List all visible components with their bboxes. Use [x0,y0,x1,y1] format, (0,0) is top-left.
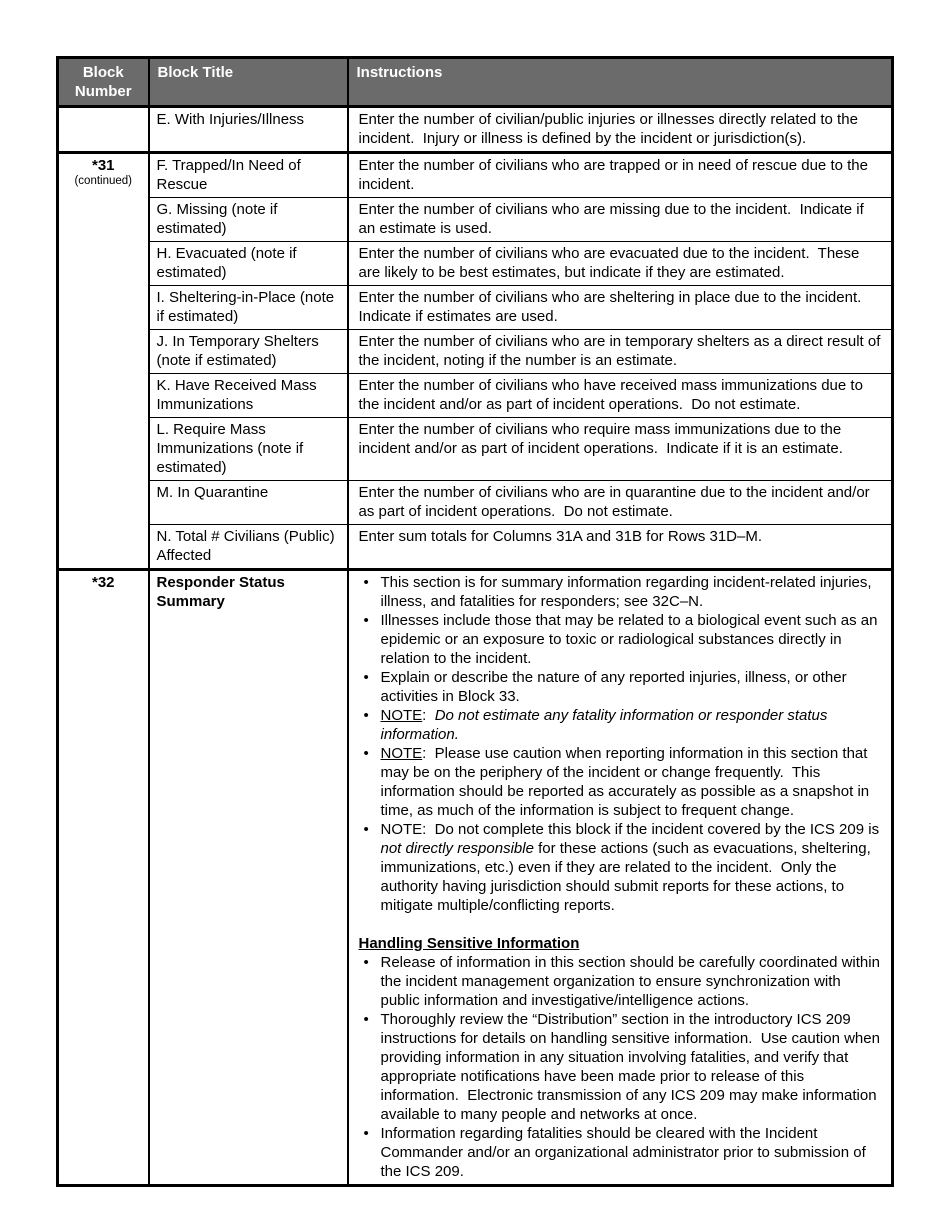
instructions-cell [348,330,893,374]
block-title-cell: F. Trapped/In Need of Rescue [149,153,348,198]
table-row [58,570,893,1186]
table-row [58,481,893,525]
block-title-cell: Responder Status Summary [149,570,348,1186]
bullet-item [359,1124,884,1181]
text-segment: NOTE [380,745,423,762]
instruction-paragraph [359,110,884,148]
bullet-icon: • [363,821,369,838]
text-segment: Thoroughly review the “Distribution” section in the introductory ICS 209 instructions for details on handling sensitive information. Use caution when providing information in any situation involving fatalities, and verify that appropriate notifications have been made prior to release of this information. Electronic transmission of any ICS 209 may make information available to many people and networks at once. [380,1011,885,1123]
instruction-paragraph [359,420,884,458]
text-segment: Enter the number of civilians who are missing due to the incident. Indicate if an estimate is used. [358,201,868,237]
text-segment: Information regarding fatalities should be cleared with the Incident Commander and/or an organizational administrator prior to submission of the ICS 209. [380,1125,870,1180]
instructions-cell [348,242,893,286]
block-number-cell [58,570,149,1186]
text-segment: for these actions (such as evacuations, sheltering, immunizations, etc.) even if they are related to the incident. Only the authority having jurisdiction should submit reports for these actions, to mitigate multiple/conflicting reports. [380,840,875,914]
bullet-icon: • [363,1011,369,1028]
bullet-icon: • [363,954,369,971]
instructions-cell [348,570,893,1186]
instructions-table [56,56,894,1187]
block-title-cell: L. Require Mass Immunizations (note if estimated) [149,418,348,481]
instructions-cell [348,374,893,418]
instructions-cell [348,418,893,481]
text-segment: Enter the number of civilian/public injuries or illnesses directly related to the incident. Injury or illness is defined by the incident or jurisdiction(s). [358,111,863,147]
table-header [58,58,893,107]
bullet-item [359,820,884,915]
bullet-text [381,1124,884,1181]
text-segment: : [422,707,435,724]
text-segment: Explain or describe the nature of any reported injuries, illness, or other activities in Block 33. [380,669,851,705]
instruction-paragraph [359,527,884,546]
text-segment: Enter the number of civilians who are trapped or in need of rescue due to the incident. [358,157,873,193]
bullet-text [381,668,884,706]
blank-line [359,915,884,934]
bullet-icon: • [363,707,369,724]
bullet-text [381,953,884,1010]
instruction-paragraph [359,288,884,326]
instruction-paragraph [359,156,884,194]
instructions-cell [348,153,893,198]
bullet-text [381,611,884,668]
text-segment: Enter the number of civilians who require mass immunizations due to the incident and/or as part of incident operations. Indicate if it is an estimate. [358,421,846,457]
block-title-cell: K. Have Received Mass Immunizations [149,374,348,418]
block-number-cell [58,107,149,153]
instruction-paragraph [359,200,884,238]
table-row [58,286,893,330]
bullet-item [359,1010,884,1124]
instruction-paragraph [359,332,884,370]
header-block-title: Block Title [149,58,348,107]
instructions-cell [348,198,893,242]
block-title-cell: N. Total # Civilians (Public) Affected [149,525,348,570]
instruction-paragraph [359,376,884,414]
text-segment: Release of information in this section should be carefully coordinated within the incident management organization to ensure synchronization with public information and investigative/intelligence actions. [380,954,885,1009]
instructions-cell [348,107,893,153]
bullet-text [381,573,884,611]
table-row [58,418,893,481]
bullet-icon: • [363,1125,369,1142]
text-segment: : Please use caution when reporting information in this section that may be on the periphery of the incident or change frequently. This information should be reported as accurately as possible as a snapshot in time, as much of the information is subject to frequent change. [380,745,874,819]
header-block-number: Block Number [58,58,149,107]
table-body [58,107,893,1186]
instruction-paragraph [359,483,884,521]
instructions-cell [348,286,893,330]
bullet-item [359,953,884,1010]
bullet-icon: • [363,574,369,591]
text-segment: NOTE [380,707,423,724]
block-title-cell: I. Sheltering-in-Place (note if estimated) [149,286,348,330]
bullet-text [381,706,884,744]
section-heading [359,934,884,953]
text-segment: Enter the number of civilians who are sheltering in place due to the incident. Indicate if estimates are used. [358,289,866,325]
bullet-icon: • [363,612,369,629]
table-row [58,330,893,374]
block-title-cell: G. Missing (note if estimated) [149,198,348,242]
text-segment: This section is for summary information regarding incident-related injuries, illness, and fatalities for responders; see 32C–N. [380,574,876,610]
text-segment: Enter the number of civilians who have received mass immunizations due to the incident and/or as part of incident operations. Do not estimate. [358,377,868,413]
instructions-cell [348,481,893,525]
text-segment: Illnesses include those that may be related to a biological event such as an epidemic or an exposure to toxic or radiological substances directly in relation to the incident. [380,612,882,667]
block-number-cell [58,153,149,570]
table-header-row [58,58,893,107]
table-row [58,374,893,418]
block-title-cell: E. With Injuries/Illness [149,107,348,153]
text-segment: Do not estimate any fatality information or responder status information. [380,707,832,743]
instruction-paragraph [359,244,884,282]
table-row [58,525,893,570]
text-segment: Enter the number of civilians who are evacuated due to the incident. These are likely to be best estimates, but indicate if they are estimated. [358,245,864,281]
bullet-item [359,668,884,706]
bullet-text [381,1010,884,1124]
text-segment: Enter the number of civilians who are in temporary shelters as a direct result of the incident, noting if the number is an estimate. [358,333,885,369]
text-segment: Handling Sensitive Information [358,935,580,952]
bullet-text [381,744,884,820]
bullet-item [359,744,884,820]
bullet-item [359,611,884,668]
table-row [58,242,893,286]
bullet-icon: • [363,745,369,762]
bullet-item [359,706,884,744]
block-title-cell: H. Evacuated (note if estimated) [149,242,348,286]
text-segment: Enter sum totals for Columns 31A and 31B for Rows 31D–M. [358,528,763,545]
text-segment: not directly responsible [380,840,534,857]
block-number: *32 [91,574,115,591]
block-title-cell: M. In Quarantine [149,481,348,525]
block-number-note: (continued) [74,175,133,187]
block-number: *31 [91,157,115,174]
bullet-item [359,573,884,611]
table-row [58,107,893,153]
header-instructions: Instructions [348,58,893,107]
text-segment: Enter the number of civilians who are in quarantine due to the incident and/or as part of incident operations. Do not estimate. [358,484,874,520]
table-row [58,198,893,242]
bullet-text [381,820,884,915]
text-segment: NOTE: Do not complete this block if the incident covered by the ICS 209 is [380,821,884,838]
table-row [58,153,893,198]
instructions-cell [348,525,893,570]
bullet-icon: • [363,669,369,686]
block-title-cell: J. In Temporary Shelters (note if estimated) [149,330,348,374]
